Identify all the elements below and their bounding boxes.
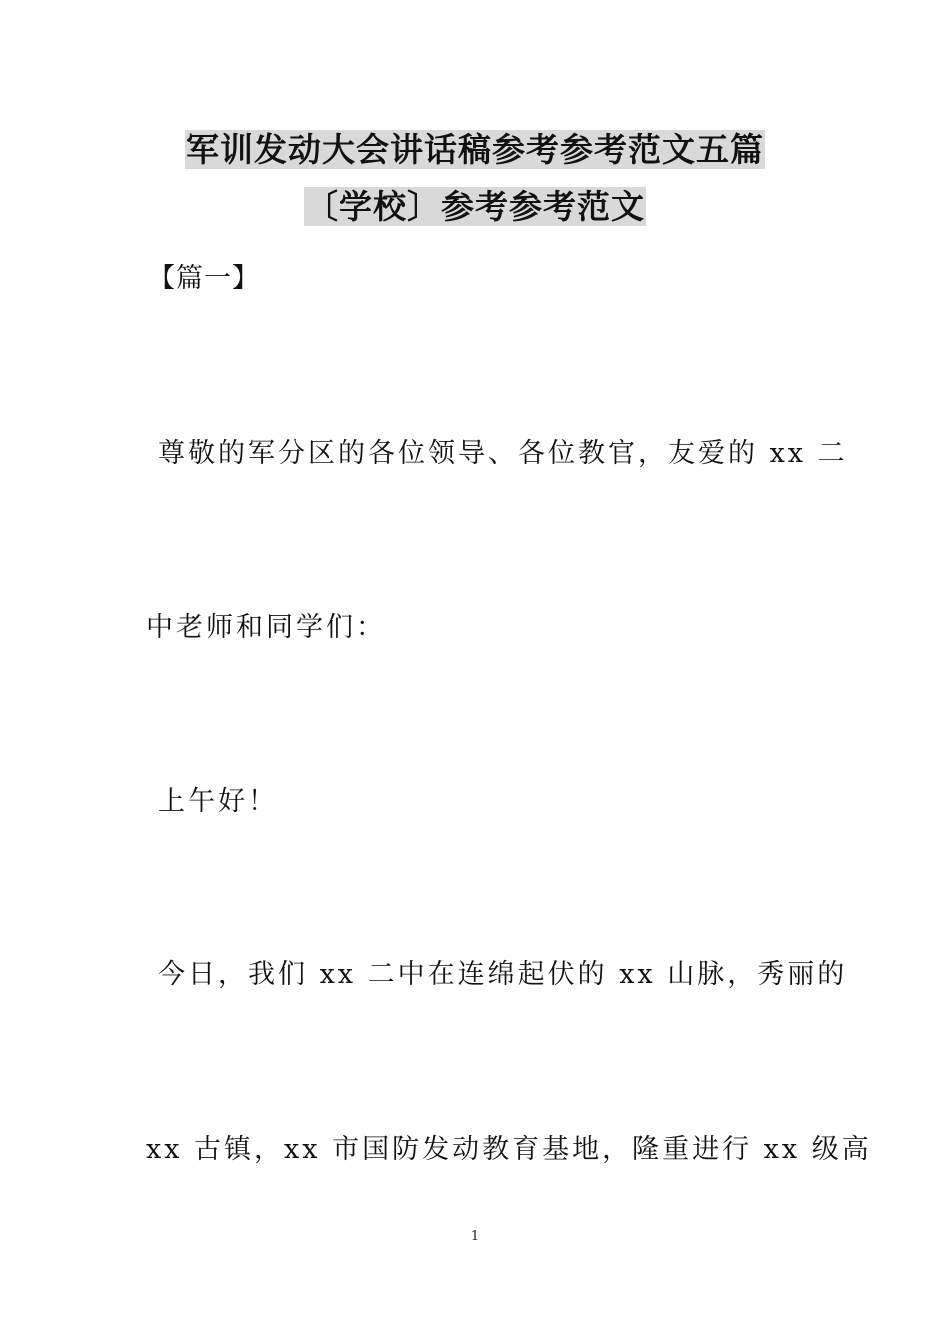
document-title-text: 军训发动大会讲话稿参考参考范文五篇 [186,130,764,169]
document-subtitle-text: 〔学校〕参考参考范文 [305,187,645,226]
body-line: 中老师和同学们： [146,612,386,643]
document-title-line-2 [0,187,950,227]
body-line: xx 古镇，xx 市国防发动教育基地，隆重进行 xx 级高 [146,1134,872,1165]
body-line: 上午好！ [158,786,278,817]
body-line: 今日，我们 xx 二中在连绵起伏的 xx 山脉，秀丽的 [158,959,848,990]
section-heading: 【篇一】 [148,263,260,294]
page-number: 1 [470,1229,480,1244]
body-line: 尊敬的军分区的各位领导、各位教官，友爱的 xx 二 [158,438,848,469]
document-title-line-1 [0,130,950,170]
